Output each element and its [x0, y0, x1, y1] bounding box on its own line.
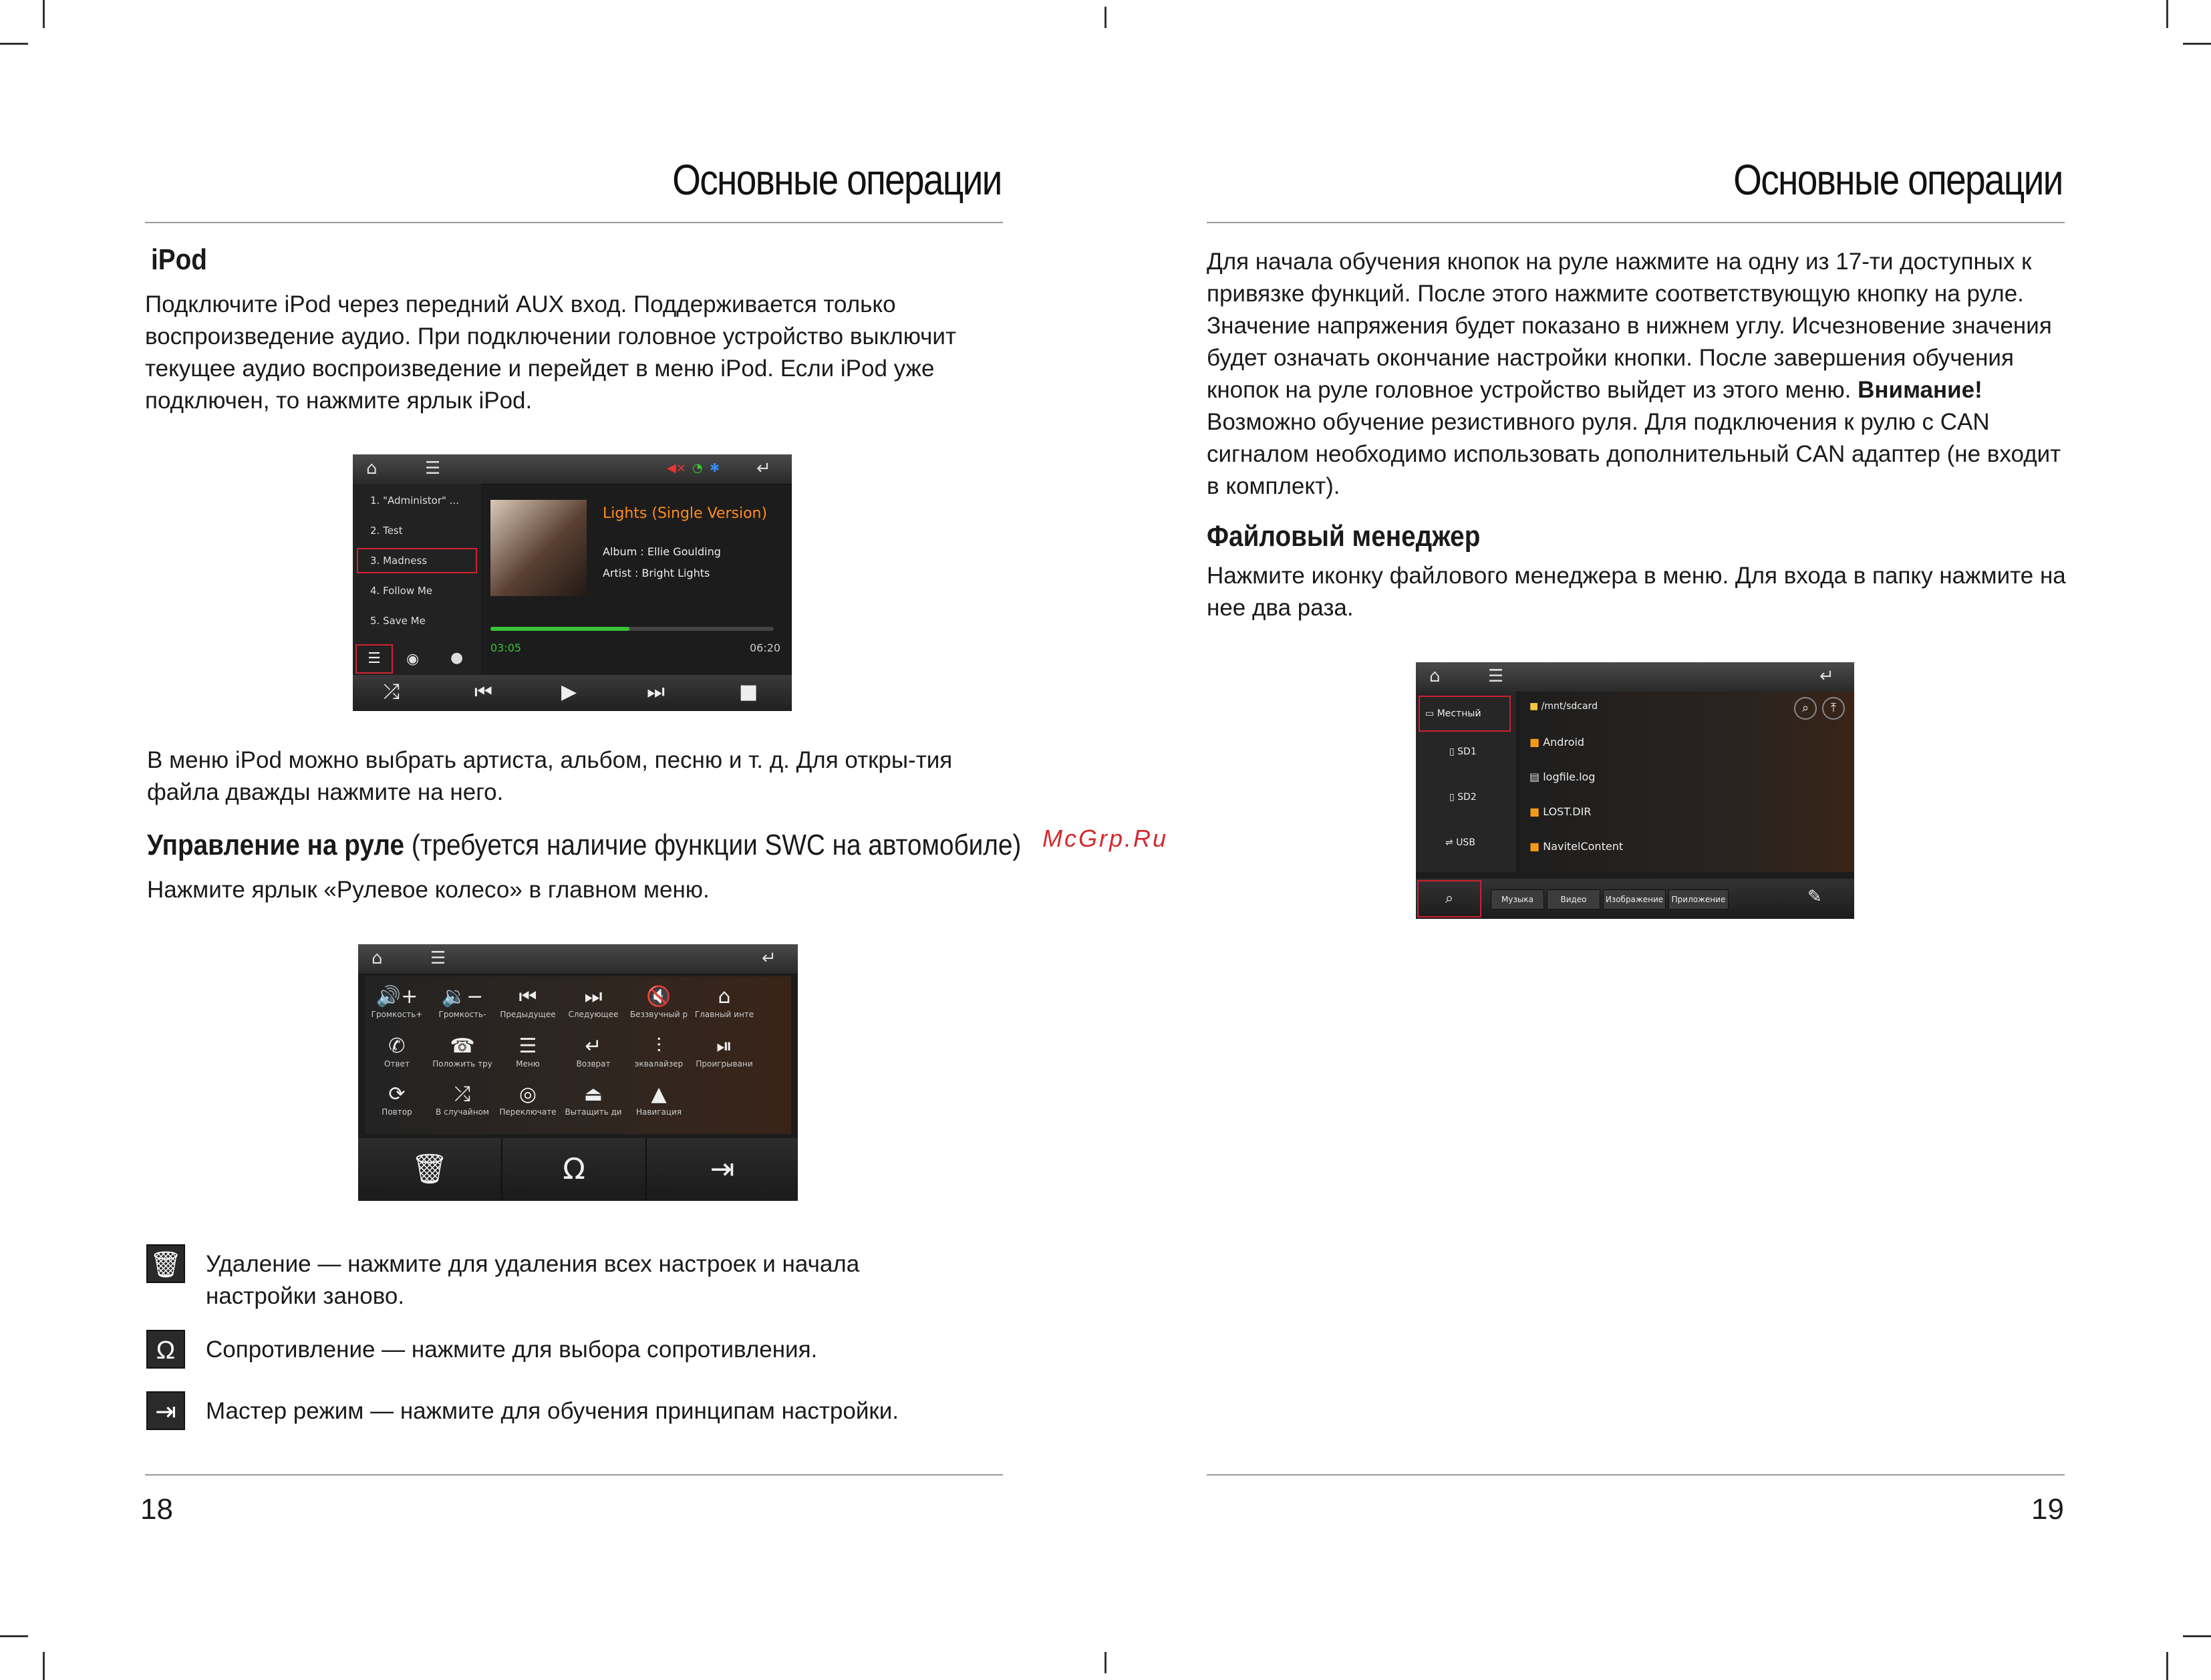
swc-button[interactable]: ⫶ эквалайзер — [634, 1034, 684, 1069]
file-list — [1520, 692, 1854, 872]
page-number-left: 18 — [140, 1493, 173, 1526]
crop-mark — [2183, 1635, 2211, 1637]
list-item[interactable]: 3. Madness — [370, 555, 428, 567]
swc-button-grid — [365, 976, 791, 1134]
swc-button[interactable]: ⏭ Следующее — [568, 985, 619, 1019]
shuffle-icon[interactable]: ⤮ — [384, 680, 400, 704]
footer-divider — [145, 1474, 1003, 1476]
menu-icon[interactable]: ☰ — [425, 458, 441, 478]
wheel-heading: Управление на руле — [147, 829, 405, 861]
home-icon[interactable]: ⌂ — [372, 948, 383, 968]
wheel-heading-line — [147, 829, 1021, 862]
path-bar: ■ /mnt/sdcard — [1529, 701, 1598, 712]
source-local[interactable]: ▭ Местный — [1419, 696, 1511, 732]
swc-button[interactable]: ✆ Ответ — [384, 1034, 410, 1069]
swc-button[interactable]: ⤮ В случайном — [436, 1083, 489, 1117]
status-bar — [1416, 662, 1854, 692]
swc-button[interactable]: ⟳ Повтор — [382, 1083, 412, 1117]
list-item[interactable]: ■ Android — [1529, 736, 1585, 748]
list-item[interactable]: 5. Save Me — [370, 615, 426, 627]
swc-button[interactable]: ☰ Меню — [516, 1034, 540, 1069]
crop-mark — [2183, 43, 2211, 45]
trash-icon: 🗑 — [146, 1244, 185, 1283]
artist-label: Artist : Bright Lights — [603, 567, 710, 579]
search-icon[interactable]: ⌕ — [1794, 697, 1817, 720]
crop-mark — [2166, 0, 2168, 28]
swc-button[interactable]: 🔇 Беззвучный р — [629, 985, 688, 1019]
list-item[interactable]: 2. Test — [370, 525, 403, 537]
tab-video[interactable]: Видео — [1547, 889, 1600, 909]
swc-button[interactable]: ⏮ Предыдущее — [500, 985, 556, 1019]
source-sd1[interactable]: ▯ SD1 — [1449, 746, 1477, 757]
legend-master: Мастер режим — нажмите для обучения принципам настройки. — [206, 1398, 899, 1424]
search-files-icon[interactable]: ⌕ — [1417, 880, 1481, 918]
disc-icon[interactable]: ◉ — [406, 651, 420, 668]
source-usb[interactable]: ⇌ USB — [1445, 837, 1475, 848]
home-icon[interactable]: ⌂ — [366, 458, 378, 478]
edit-icon[interactable]: ✎ — [1807, 887, 1822, 907]
swc-button[interactable]: 🔊+ Громкость+ — [371, 985, 423, 1019]
enter-icon: ⇥ — [146, 1391, 185, 1430]
list-item[interactable]: ■ NavitelContent — [1529, 840, 1624, 853]
list-view-icon[interactable]: ☰ — [355, 644, 393, 674]
up-folder-icon[interactable]: ⤒ — [1822, 697, 1845, 720]
header-divider — [145, 222, 1003, 223]
swc-button[interactable]: ☎ Положить тру — [432, 1034, 492, 1069]
tab-apps[interactable]: Приложение — [1668, 889, 1729, 909]
enter-icon[interactable]: ⇥ — [710, 1152, 735, 1186]
crop-mark — [43, 0, 45, 28]
crop-mark — [0, 43, 28, 45]
omega-icon: Ω — [146, 1330, 185, 1369]
tab-bar — [1416, 879, 1854, 919]
swc-button[interactable]: 🔉− Громкость- — [438, 985, 486, 1019]
folder-icon: ■ — [1529, 701, 1539, 712]
fm-paragraph: Нажмите иконку файлового менеджера в меню. Для входа в папку нажмите на нее два раза. — [1207, 563, 2066, 621]
source-list — [1416, 692, 1516, 872]
progress-track[interactable] — [490, 627, 774, 631]
mute-icon: ◀× — [667, 461, 686, 475]
list-item[interactable]: 1. "Administor" ... — [370, 495, 459, 507]
folder-icon: ■ — [1529, 840, 1540, 853]
tab-music[interactable]: Музыка — [1491, 889, 1544, 909]
menu-icon[interactable]: ☰ — [430, 948, 446, 968]
swc-button[interactable]: ⏯ Проигрывани — [696, 1034, 753, 1069]
album-label: Album : Ellie Goulding — [603, 545, 721, 558]
back-icon[interactable]: ↵ — [756, 458, 771, 478]
transport-bar — [353, 675, 792, 711]
list-item[interactable]: 4. Follow Me — [370, 585, 433, 597]
page-title-left: Основные операции — [672, 156, 1002, 204]
swc-button[interactable]: ◎ Переключате — [499, 1083, 557, 1117]
crop-mark — [1104, 1652, 1107, 1673]
back-icon[interactable]: ↵ — [762, 948, 776, 968]
fm-heading: Файловый менеджер — [1207, 520, 1481, 553]
ipod-heading: iPod — [151, 243, 207, 276]
artist-icon[interactable]: ● — [450, 650, 464, 666]
crop-mark — [2166, 1652, 2168, 1680]
list-item[interactable]: ■ LOST.DIR — [1529, 805, 1592, 818]
playlist — [353, 484, 481, 678]
next-icon[interactable]: ⏭ — [647, 680, 665, 704]
swc-button[interactable]: ▲ Навигация — [635, 1083, 682, 1117]
list-item[interactable]: ▤ logfile.log — [1529, 771, 1596, 783]
crop-mark — [43, 1652, 45, 1680]
watermark: McGrp.Ru — [1042, 825, 1169, 852]
file-manager-screenshot — [1416, 662, 1854, 919]
status-bar — [358, 944, 798, 974]
swc-button[interactable]: ⏏ Вытащить ди — [565, 1083, 622, 1117]
menu-icon[interactable]: ☰ — [1488, 666, 1504, 686]
footer-divider — [1207, 1474, 2065, 1476]
play-icon[interactable]: ▶ — [561, 680, 577, 704]
warning-label: Внимание! — [1858, 377, 1982, 403]
swc-button[interactable]: ⌂ Главный инте — [694, 985, 754, 1019]
previous-icon[interactable]: ⏮ — [474, 680, 492, 704]
stop-icon[interactable]: ■ — [739, 680, 758, 704]
status-bar — [353, 454, 792, 484]
swc-learning-paragraph: Для начала обучения кнопок на руле нажмите на одну из 17-ти доступных к привязке функций. После этого нажмите соответствующую кнопку на руле. Значение напряжения будет показано в нижнем углу. Исчезновение значения будет означать окончание настройки кнопки. После завершения обучения кнопок на руле головное устройство выйдет из этого меню. Внимание! Возможно обучение резистивного руля. Для подключения к рулю с CAN сигналом необходимо использовать дополнительный CAN адаптер (не входит в комплект). — [1207, 249, 2061, 499]
wifi-icon: ◔ — [692, 461, 703, 475]
ipod-menu-paragraph: В меню iPod можно выбрать артиста, альбом, песню и т. д. Для откры-тия файла дважды нажмите на него. — [147, 747, 953, 805]
folder-icon: ■ — [1529, 736, 1540, 748]
folder-icon: ■ — [1529, 805, 1540, 818]
ipod-paragraph: Подключите iPod через передний AUX вход. Поддерживается только воспроизведение аудио. При подключении головное устройство выключит текущее аудио воспроизведение и перейдет в меню iPod. Если iPod уже подключен, то нажмите ярлык iPod. — [145, 291, 956, 414]
page-number-right: 19 — [2031, 1493, 2064, 1526]
legend-delete: Удаление — нажмите для удаления всех настроек и начала настройки заново. — [206, 1251, 860, 1309]
file-icon: ▤ — [1529, 771, 1540, 783]
album-art — [490, 500, 587, 596]
ipod-screenshot — [353, 454, 792, 711]
trash-icon[interactable]: 🗑 — [358, 1138, 502, 1201]
progress-fill — [490, 627, 629, 631]
crop-mark — [0, 1635, 28, 1637]
header-divider — [1207, 222, 2065, 223]
swc-action-bar — [358, 1138, 798, 1201]
page-title-right: Основные операции — [1733, 156, 2063, 204]
time-elapsed: 03:05 — [490, 642, 522, 654]
legend-resistance: Сопротивление — нажмите для выбора сопротивления. — [206, 1337, 818, 1363]
bluetooth-icon: ✱ — [710, 461, 720, 475]
home-icon[interactable]: ⌂ — [1429, 666, 1441, 686]
song-title: Lights (Single Version) — [603, 505, 768, 522]
source-sd2[interactable]: ▯ SD2 — [1449, 792, 1477, 803]
tab-images[interactable]: Изображение — [1603, 889, 1666, 909]
swc-button[interactable]: ↵ Возврат — [576, 1034, 611, 1069]
swc-screenshot — [358, 944, 798, 1201]
crop-mark — [1104, 7, 1107, 28]
omega-icon[interactable]: Ω — [502, 1138, 647, 1201]
wheel-heading-note: (требуется наличие функции SWC на автомобиле) — [411, 829, 1022, 861]
time-total: 06:20 — [750, 642, 781, 654]
wheel-paragraph: Нажмите ярлык «Рулевое колесо» в главном меню. — [147, 877, 710, 903]
back-icon[interactable]: ↵ — [1819, 666, 1834, 686]
